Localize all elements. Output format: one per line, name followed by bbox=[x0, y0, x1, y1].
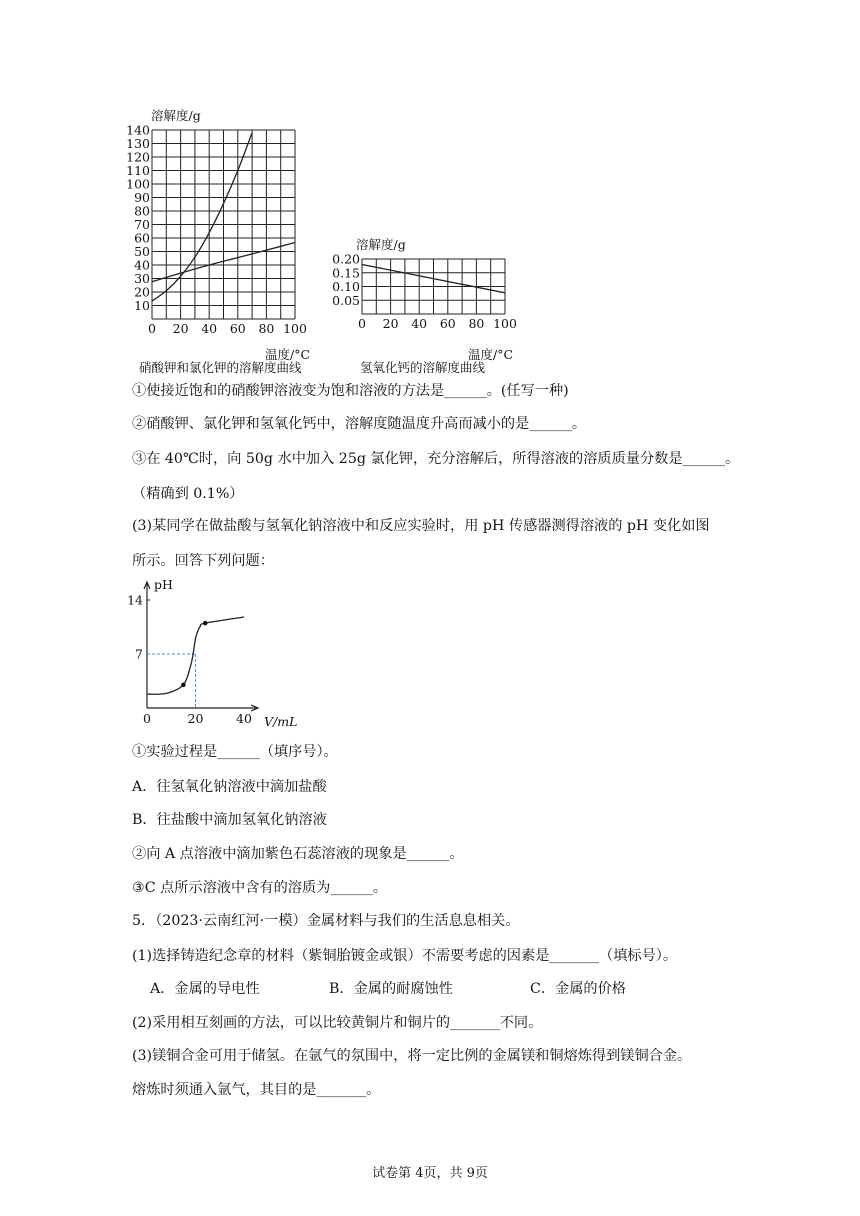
chart1-ylabel: 溶解度/g bbox=[151, 108, 201, 123]
question-2-3: ③在 40℃时，向 50g 水中加入 25g 氯化钾，充分溶解后，所得溶液的溶质质量分数是______。 bbox=[132, 451, 740, 467]
chart1-ytick-label: 140 bbox=[126, 122, 150, 138]
chart3-ytick-label: 7 bbox=[135, 646, 143, 662]
chart1-ytick-label: 70 bbox=[134, 217, 150, 232]
question-5-2: (2)采用相互刻画的方法，可以比较黄铜片和铜片的_______不同。 bbox=[132, 1015, 543, 1031]
question-2-1: ①使接近饱和的硝酸钾溶液变为饱和溶液的方法是______。(任写一种) bbox=[132, 383, 569, 399]
chart2-grid bbox=[362, 259, 505, 314]
chart2-ytick-label: 0.15 bbox=[332, 265, 360, 281]
chart2-ytick-label: 0.20 bbox=[332, 251, 360, 267]
question-5-stem: 5．（2023·云南红河·一模）金属材料与我们的生活息息相关。 bbox=[132, 913, 520, 929]
chart1-ytick-label: 10 bbox=[134, 298, 150, 313]
chart3-xlabel: V/mL bbox=[264, 714, 298, 729]
chart2-ylabel: 溶解度/g bbox=[356, 237, 406, 252]
chart1-xlabel: 温度/°C bbox=[265, 347, 311, 362]
chart1-ytick-label: 60 bbox=[134, 230, 150, 246]
chart2-ytick-label: 0.05 bbox=[332, 292, 360, 308]
chart1-ytick-label: 30 bbox=[134, 271, 150, 286]
chart3-xtick-label: 20 bbox=[187, 711, 204, 726]
chart1-xtick-label: 40 bbox=[201, 321, 218, 336]
chart3-ticks bbox=[127, 593, 252, 727]
chart1-ytick-label: 80 bbox=[134, 203, 150, 219]
question-5-1-option-a: A．金属的导电性 bbox=[150, 981, 260, 997]
question-3-2: ②向 A 点溶液中滴加紫色石蕊溶液的现象是______。 bbox=[132, 846, 464, 862]
question-5-3: (3)镁铜合金可用于储氢。在氩气的氛围中，将一定比例的金属镁和铜熔炼得到镁铜合金。 bbox=[132, 1048, 692, 1064]
chart3-marked-point-0 bbox=[181, 683, 186, 688]
chart1-series-line-0 bbox=[152, 133, 252, 301]
question-3-option-b: B．往盐酸中滴加氢氧化钠溶液 bbox=[132, 812, 327, 828]
chart1-ticks bbox=[126, 123, 307, 337]
chart1-xtick-label: 80 bbox=[258, 321, 275, 336]
chart2-xtick-label: 0 bbox=[358, 316, 366, 331]
chart3-axes bbox=[144, 582, 258, 711]
chart2-xtick-label: 40 bbox=[411, 316, 428, 331]
question-3-option-a: A．往氢氧化钠溶液中滴加盐酸 bbox=[132, 779, 327, 795]
question-3-1: ①实验过程是______（填序号）。 bbox=[132, 744, 338, 760]
chart1-xtick-label: 20 bbox=[172, 321, 189, 336]
chart1-grid bbox=[152, 130, 295, 319]
question-2-3-note: （精确到 0.1%） bbox=[132, 486, 244, 502]
question-5-3-cont: 熔炼时须通入氩气，其目的是_______。 bbox=[132, 1082, 381, 1098]
chart1-ytick-label: 100 bbox=[126, 176, 150, 192]
chart3-xtick-label: 0 bbox=[143, 711, 151, 726]
chart1-ytick-label: 20 bbox=[134, 284, 150, 300]
chart1-title: 硝酸钾和氯化钾的溶解度曲线 bbox=[139, 360, 302, 375]
ph-curve-chart bbox=[122, 575, 307, 735]
chart1-ytick-label: 120 bbox=[126, 149, 150, 165]
chart3-xtick-label: 40 bbox=[236, 711, 252, 726]
chart3-ytick-label: 14 bbox=[127, 592, 143, 608]
chart1-ytick-label: 110 bbox=[126, 163, 150, 178]
question-2-2: ②硝酸钾、氯化钾和氢氧化钙中，溶解度随温度升高而减小的是______。 bbox=[132, 416, 587, 432]
chart2-title: 氢氧化钙的溶解度曲线 bbox=[360, 360, 486, 375]
chart1-xtick-label: 60 bbox=[229, 321, 246, 336]
chart1-ytick-label: 90 bbox=[134, 190, 150, 205]
chart2-xtick-label: 100 bbox=[493, 316, 517, 331]
solubility-chart-kno3-kcl bbox=[115, 100, 330, 375]
chart1-xtick-label: 0 bbox=[148, 321, 156, 336]
question-3-stem-cont: 所示。回答下列问题： bbox=[132, 553, 274, 569]
solubility-chart-caoh2 bbox=[330, 232, 530, 375]
chart2-ticks bbox=[332, 252, 517, 332]
chart1-ytick-label: 130 bbox=[126, 136, 150, 151]
chart3-marked-point-1 bbox=[203, 621, 208, 626]
question-5-1-option-c: C．金属的价格 bbox=[530, 981, 626, 997]
chart1-ytick-label: 50 bbox=[134, 244, 150, 259]
chart3-ylabel: pH bbox=[154, 577, 173, 592]
question-3-stem: (3)某同学在做盐酸与氢氧化钠溶液中和反应实验时，用 pH 传感器测得溶液的 pH 变化如图 bbox=[132, 518, 710, 534]
chart1-xtick-label: 100 bbox=[283, 321, 307, 336]
page-footer: 试卷第 4页，共 9页 bbox=[372, 1166, 488, 1181]
question-3-3: ③C 点所示溶液中含有的溶质为______。 bbox=[132, 880, 388, 896]
chart2-xtick-label: 20 bbox=[382, 316, 399, 331]
chart2-xtick-label: 60 bbox=[439, 316, 456, 331]
chart1-ytick-label: 40 bbox=[134, 257, 150, 273]
chart2-xtick-label: 80 bbox=[468, 316, 485, 331]
chart2-xlabel: 温度/°C bbox=[468, 347, 514, 362]
question-5-1: (1)选择铸造纪念章的材料（紫铜胎镀金或银）不需要考虑的因素是_______（填标号）。 bbox=[132, 948, 678, 964]
chart2-ytick-label: 0.10 bbox=[332, 279, 360, 294]
chart3-reference-lines bbox=[147, 654, 196, 708]
question-5-1-option-b: B．金属的耐腐蚀性 bbox=[329, 981, 453, 997]
